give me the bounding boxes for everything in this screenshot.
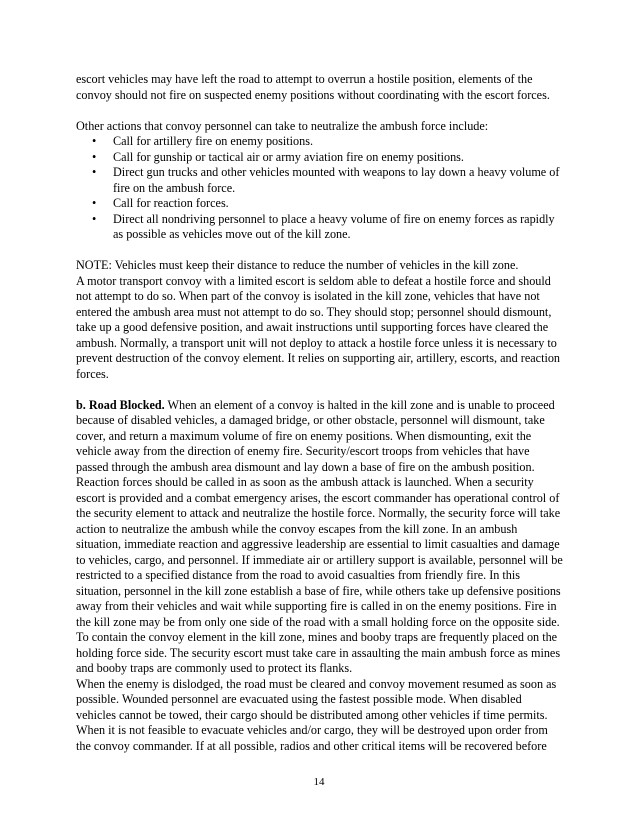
bullet-icon: • [92, 165, 97, 179]
list-item-text: Direct all nondriving personnel to place a heavy volume of fire on enemy forces as rapidly as possible as vehicles move out of the kill zone. [113, 211, 555, 241]
list-item-text: Direct gun trucks and other vehicles mounted with weapons to lay down a heavy volume of fire on the ambush force. [113, 165, 560, 195]
paragraph-limited-escort: A motor transport convoy with a limited escort is seldom able to defeat a hostile force and should not attempt to do so. When part of the convoy is isolated in the kill zone, vehicles that have not entered the ambush area must not attempt to do so. They should stop; personnel should dismount, take up a good defensive position, and await instructions until supporting forces have cleared the ambush. Normally, a transport unit will not deploy to attack a hostile force unless it is necessary to prevent destruction of the convoy element. It relies on supporting air, artillery, escorts, and reaction forces. [76, 273, 561, 381]
list-item-text: Call for artillery fire on enemy positions. [113, 134, 314, 148]
bullet-icon: • [92, 196, 97, 210]
page-content [76, 72, 564, 754]
list-item [76, 212, 564, 243]
ambush-actions-list [76, 134, 564, 243]
bullet-icon: • [92, 211, 97, 226]
list-item [76, 150, 564, 166]
bullet-icon: • [92, 134, 97, 148]
bullet-icon: • [92, 149, 97, 164]
list-item-text: Call for reaction forces. [113, 196, 229, 210]
paragraph-other-actions-intro: Other actions that convoy personnel can take to neutralize the ambush force include: [76, 118, 489, 133]
list-item [76, 134, 564, 150]
paragraph-note: NOTE: Vehicles must keep their distance to reduce the number of vehicles in the kill zone. [76, 258, 519, 272]
list-item [76, 196, 564, 212]
paragraph-enemy-dislodged: When the enemy is dislodged, the road must be cleared and convoy movement resumed as soon as possible. Wounded personnel are evacuated using the fastest possible mode. When disabled vehicles cannot be towed, their cargo should be distributed among other vehicles if time permits. When it is not feasible to evacuate vehicles and/or cargo, they will be destroyed upon order from the convoy commander. If at all possible, radios and other critical items will be recovered before [76, 676, 557, 753]
list-item [76, 165, 564, 196]
paragraph-escort-vehicles: escort vehicles may have left the road to attempt to overrun a hostile position, elements of the convoy should not fire on suspected enemy positions without coordinating with the escort forces. [76, 72, 550, 102]
road-blocked-body: When an element of a convoy is halted in the kill zone and is unable to proceed because of disabled vehicles, a damaged bridge, or other obstacle, personnel will dismount, take cover, and return a maximum volume of fire on enemy positions. When dismounting, exit the vehicle away from the direction of enemy fire. Security/escort troops from vehicles that have passed through the ambush area dismount and lay down a base of fire on the ambush position. Reaction forces should be called in as soon as the ambush attack is launched. When a security escort is provided and a combat emergency arises, the escort commander has operational control of the security element to attack and neutralize the hostile force. Normally, the security force will take action to neutralize the ambush while the convoy escapes from the kill zone. In an ambush situation, immediate reaction and aggressive leadership are essential to limit casualties and damage to vehicles, cargo, and personnel. If immediate air or artillery support is available, personnel will be restricted to a specified distance from the road to avoid casualties from friendly fire. In this situation, personnel in the kill zone establish a base of fire, while others take up defensive positions away from their vehicles and wait while supporting fire is called in on the enemy positions. Fire in the kill zone may be from only one side of the road with a small holding force on the opposite side. To contain the convoy element in the kill zone, mines and booby traps are frequently placed on the holding force side. The security escort must take care in assaulting the main ambush force as mines and booby traps are commonly used to protect its flanks. [76, 397, 563, 675]
list-item-text: Call for gunship or tactical air or army aviation fire on enemy positions. [113, 149, 464, 164]
section-heading-road-blocked: b. Road Blocked. [76, 397, 165, 412]
paragraph-road-blocked [76, 398, 564, 677]
page-number: 14 [313, 776, 325, 788]
